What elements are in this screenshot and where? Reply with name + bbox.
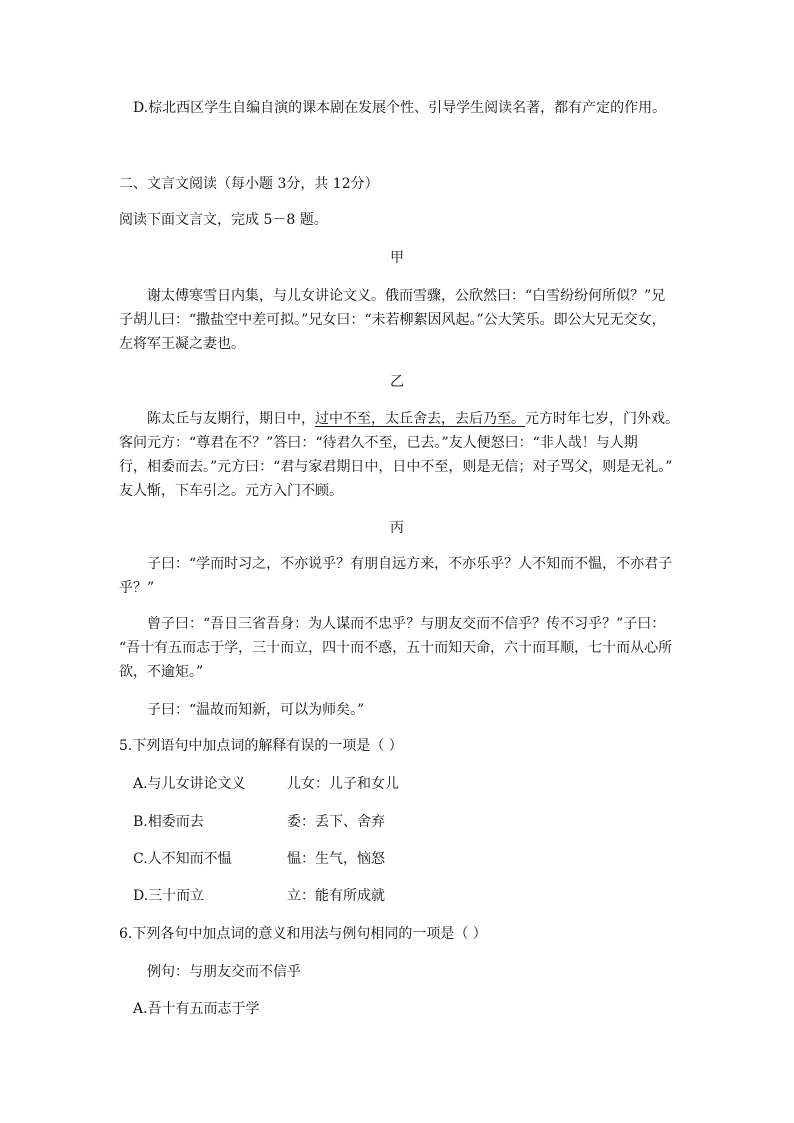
passage-jia-line: 左将军王凝之妻也。 bbox=[119, 336, 245, 352]
passage-yi-line: 友人惭，下车引之。元方入门不顾。 bbox=[119, 483, 343, 499]
passage-jia-line: 子胡儿曰：“撒盐空中差可拟。”兄女曰：“未若柳絮因风起。”公大笑乐。即公大兄无交女， bbox=[119, 312, 666, 328]
option-d-statement: D.棕北西区学生自编自演的课本剧在发展个性、引导学生阅读名著，都有产定的作用。 bbox=[133, 100, 667, 116]
option-label: B.相委而去 bbox=[133, 814, 204, 830]
passage-bing-line: 曾子曰：“吾日三省吾身：为人谋而不忠乎？与朋友交而不信乎？传不习乎？”子曰： bbox=[147, 616, 666, 632]
question-6-stem: 6.下列各句中加点词的意义和用法与例句相同的一项是（ ） bbox=[119, 926, 487, 942]
question-5-option-d bbox=[133, 886, 385, 906]
question-5-stem: 5.下列语句中加点词的解释有误的一项是（ ） bbox=[119, 738, 403, 754]
question-5-option-c bbox=[133, 849, 385, 869]
question-6-example: 例句：与朋友交而不信乎 bbox=[147, 964, 301, 980]
passage-bing-line: 欲，不逾矩。” bbox=[119, 664, 204, 680]
option-gloss: 儿女：儿子和女儿 bbox=[287, 776, 399, 792]
passage-bing-line: 乎？” bbox=[119, 580, 155, 596]
option-gloss: 立：能有所成就 bbox=[287, 888, 385, 904]
question-5-option-b bbox=[133, 812, 385, 832]
question-6-option-a: A.吾十有五而志于学 bbox=[133, 1001, 260, 1017]
option-label: C.人不知而不愠 bbox=[133, 851, 232, 867]
passage-yi-title: 乙 bbox=[390, 374, 404, 390]
passage-bing-line: 子曰：“学而时习之，不亦说乎？有朋自远方来，不亦乐乎？人不知而不愠，不亦君子 bbox=[147, 556, 673, 572]
passage-bing-line: 子曰：“温故而知新，可以为师矣。” bbox=[147, 702, 365, 718]
question-5-option-a bbox=[133, 774, 399, 794]
passage-jia-title: 甲 bbox=[390, 250, 404, 266]
instruction-text: 阅读下面文言文，完成 5－8 题。 bbox=[119, 212, 328, 228]
passage-jia-line: 谢太傅寒雪日内集，与儿女讲论文义。俄而雪骤，公欣然曰：“白雪纷纷何所似？”兄 bbox=[147, 288, 666, 304]
passage-yi-line bbox=[147, 409, 679, 429]
passage-bing-title: 丙 bbox=[390, 520, 404, 536]
section-heading: 二、文言文阅读（每小题 3分，共 12分） bbox=[119, 176, 379, 192]
passage-yi-line: 行，相委而去。”元方曰：“君与家君期日中，日中不至，则是无信；对子骂父，则是无礼。” bbox=[119, 459, 673, 475]
passage-yi-text: 陈太丘与友期行，期日中， bbox=[147, 411, 315, 427]
passage-yi-line: 客问元方：“尊君在不？”答曰：“待君久不至，已去。”友人便怒曰：“非人哉！与人期 bbox=[119, 435, 638, 451]
passage-bing-line: “吾十有五而志于学，三十而立，四十而不惑，五十而知天命，六十而耳顺，七十而从心所 bbox=[119, 640, 673, 656]
option-gloss: 愠：生气，恼怒 bbox=[287, 851, 385, 867]
option-label: A.与儿女讲论文义 bbox=[133, 776, 246, 792]
passage-yi-text: 元方时年七岁，门外戏。 bbox=[525, 411, 679, 427]
option-label: D.三十而立 bbox=[133, 888, 205, 904]
underlined-sentence: 过中不至，太丘舍去，去后乃至。 bbox=[315, 411, 525, 427]
option-gloss: 委：丢下、舍弃 bbox=[287, 814, 385, 830]
